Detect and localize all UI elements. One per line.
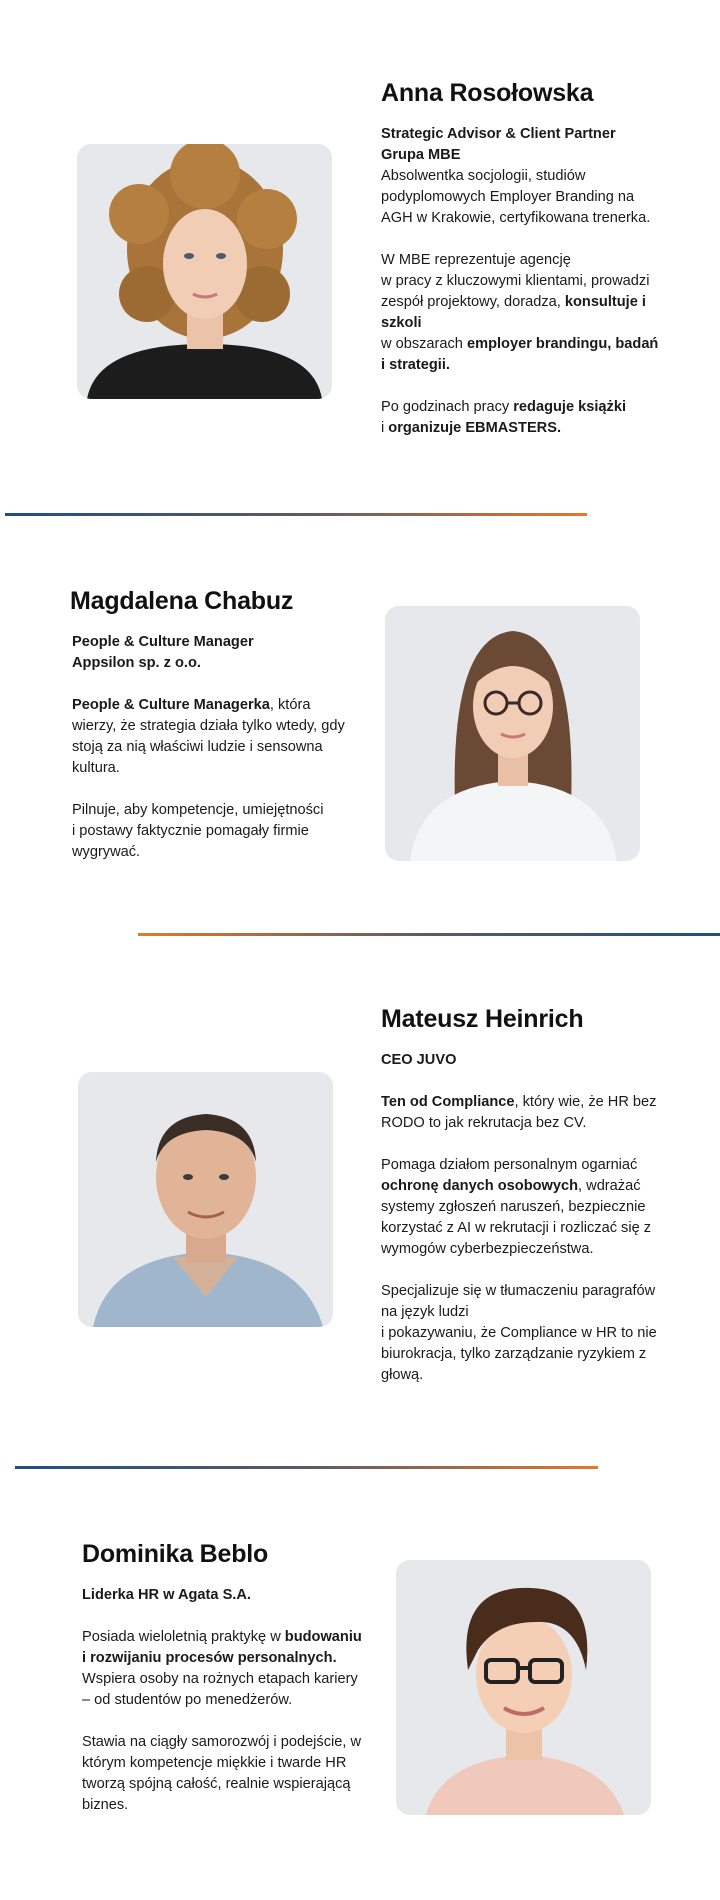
portrait-mateusz: [78, 1072, 333, 1327]
bio-highlight: ochronę danych osobowych: [381, 1178, 579, 1194]
portrait-woman-glasses-icon: [385, 606, 640, 861]
bio-text: Po godzinach pracy: [381, 399, 514, 415]
bio-text: w obszarach: [381, 336, 463, 352]
portrait-woman-short-hair-glasses-icon: [396, 1560, 651, 1815]
bio-anna: [381, 78, 666, 439]
section-divider: [15, 1466, 598, 1469]
bio-paragraph: [70, 695, 355, 779]
bio-mateusz: [381, 1004, 666, 1386]
portrait-woman-curly-hair-icon: [77, 144, 332, 399]
role-description: Absolwentka socjologii, studiów podyplomowych Employer Branding na AGH w Krakowie, certyfikowana trenerka.: [381, 168, 651, 226]
bio-paragraph: [381, 1155, 666, 1260]
role-company: Grupa MBE: [381, 147, 461, 163]
bio-text: , wdrażać systemy zgłoszeń naruszeń, bezpiecznie korzystać z AI w rekrutacji i rozliczać się z wymogów cyberbezpieczeństwa.: [381, 1178, 652, 1257]
bio-dominika: [82, 1539, 367, 1816]
person-role: [381, 124, 666, 229]
section-divider: [5, 513, 587, 516]
person-name: Dominika Beblo: [82, 1540, 269, 1568]
portrait-dominika: [396, 1560, 651, 1815]
bio-paragraph: Pilnuje, aby kompetencje, umiejętności i postawy faktycznie pomagały firmie wygrywać.: [72, 802, 324, 860]
person-name: Magdalena Chabuz: [70, 587, 294, 615]
person-card-dominika: [0, 1480, 720, 1900]
person-card-magdalena: [0, 530, 720, 920]
portrait-magdalena: [385, 606, 640, 861]
person-card-mateusz: [0, 950, 720, 1470]
portrait-man-bald-icon: [78, 1072, 333, 1327]
bio-paragraph: [381, 397, 666, 439]
bio-text: Posiada wieloletnią praktykę w: [82, 1629, 285, 1645]
bio-text: Pomaga działom personalnym ogarniać: [381, 1157, 638, 1173]
bio-text: , który wie, że HR bez RODO to jak rekrutacja bez CV.: [381, 1094, 657, 1131]
bio-paragraph: Stawia na ciągły samorozwój i podejście, w którym kompetencje miękkie i twarde HR tworzą spójną całość, realnie wspierającą biznes.: [82, 1734, 362, 1813]
bio-highlight: Ten od Compliance: [381, 1094, 515, 1110]
bio-text: , która wierzy, że strategia działa tylko wtedy, gdy stoją za nią właściwi ludzie i sensowna kultura.: [72, 697, 345, 776]
bio-highlight: konsultuje i szkoli: [381, 294, 646, 331]
person-name: Anna Rosołowska: [381, 79, 594, 107]
bio-text: Wspiera osoby na rożnych etapach kariery – od studentów po menedżerów.: [82, 1671, 358, 1708]
person-role: CEO JUVO: [381, 1052, 457, 1068]
bio-text: W MBE reprezentuje agencję w pracy z kluczowymi klientami, prowadzi zespół projektowy, doradza,: [381, 252, 650, 310]
role-title: Strategic Advisor & Client Partner: [381, 126, 616, 142]
person-role: Liderka HR w Agata S.A.: [82, 1587, 251, 1603]
portrait-anna: [77, 144, 332, 399]
role-title: People & Culture Manager: [72, 634, 254, 650]
person-role: [70, 632, 355, 674]
bio-paragraph: [381, 1092, 666, 1134]
bio-paragraph: [381, 250, 666, 376]
bio-paragraph: [82, 1627, 367, 1711]
bio-magdalena: [70, 586, 355, 863]
bio-highlight: redaguje książki: [513, 399, 627, 415]
bio-highlight: organizuje EBMASTERS.: [388, 420, 562, 436]
bio-text: i: [381, 420, 385, 436]
person-name: Mateusz Heinrich: [381, 1005, 584, 1033]
section-divider: [138, 933, 720, 936]
person-card-anna: [0, 0, 720, 500]
bio-highlight: People & Culture Managerka: [72, 697, 270, 713]
bio-highlight: budowaniu i rozwijaniu procesów personalnych.: [82, 1629, 362, 1666]
bio-paragraph: Specjalizuje się w tłumaczeniu paragrafów na język ludzi i pokazywaniu, że Compliance w HR to nie biurokracja, tylko zarządzanie ryzykiem z głową.: [381, 1283, 657, 1383]
role-company: Appsilon sp. z o.o.: [72, 655, 201, 671]
bio-highlight: employer brandingu, badań i strategii.: [381, 336, 659, 373]
